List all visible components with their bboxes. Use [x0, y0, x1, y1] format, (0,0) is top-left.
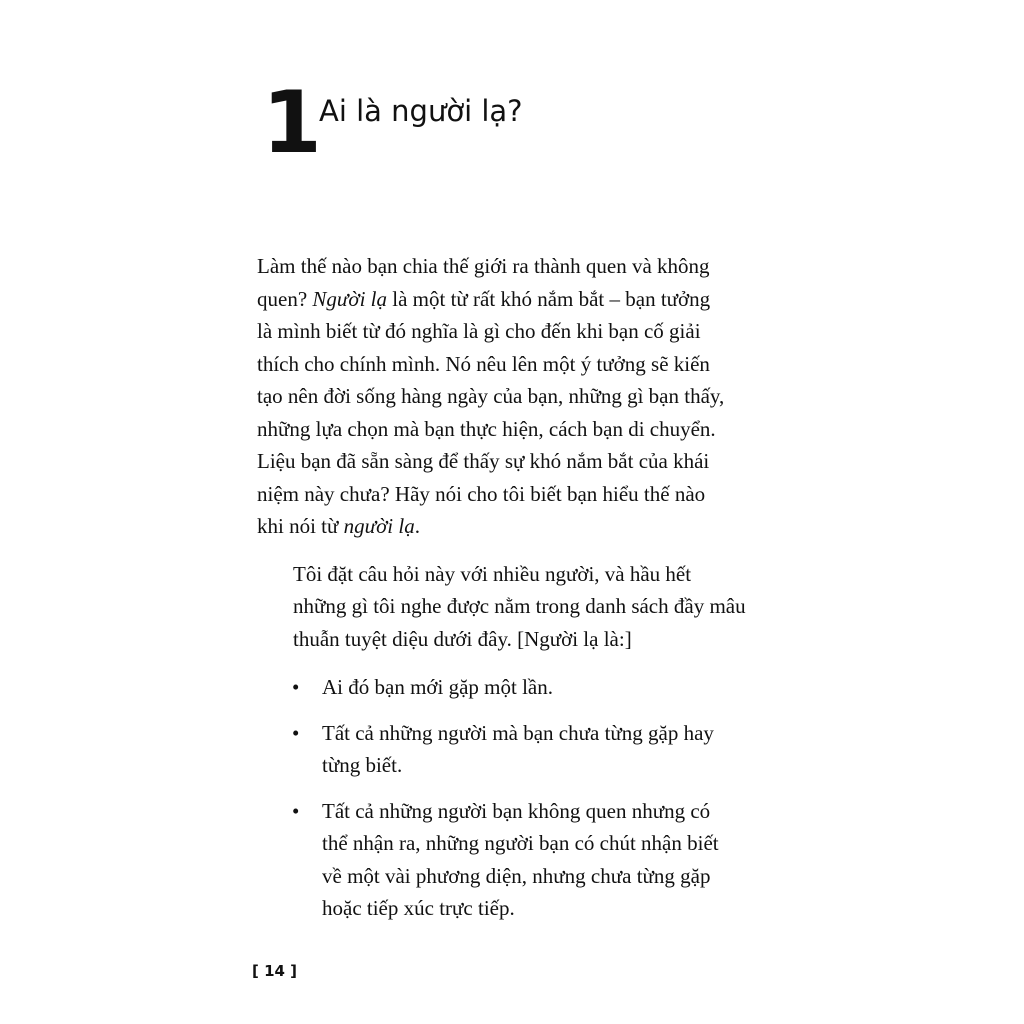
- text-line: [257, 510, 777, 543]
- text-segment: là một từ rất khó nắm bắt – bạn tưởng: [387, 286, 711, 311]
- text-line: tạo nên đời sống hàng ngày của bạn, những gì bạn thấy,: [257, 384, 725, 408]
- chapter-number: 1: [262, 73, 320, 173]
- text-segment: .: [414, 514, 420, 538]
- text-line: những lựa chọn mà bạn thực hiện, cách bạn di chuyển.: [257, 416, 716, 441]
- paragraph-1: [257, 250, 777, 543]
- text-line: Tất cả những người mà bạn chưa từng gặp hay: [322, 720, 714, 745]
- text-line: Liệu bạn đã sẵn sàng để thấy sự khó nắm bắt của khái: [257, 449, 710, 473]
- text-line: niệm này chưa? Hãy nói cho tôi biết bạn hiểu thế nào: [257, 481, 706, 506]
- text-line: về một vài phương diện, nhưng chưa từng gặp: [322, 863, 711, 888]
- list-item: [257, 717, 777, 782]
- text-line: Tất cả những người bạn không quen nhưng có: [322, 798, 711, 823]
- text-line: thích cho chính mình. Nó nêu lên một ý tưởng sẽ kiến: [257, 351, 710, 376]
- text-line: là mình biết từ đó nghĩa là gì cho đến khi bạn cố giải: [257, 319, 701, 343]
- text-line: Làm thế nào bạn chia thế giới ra thành quen và không: [257, 254, 710, 278]
- bullet-icon: •: [292, 675, 300, 699]
- text-line: thuẫn tuyệt diệu dưới đây. [Người lạ là:]: [293, 626, 632, 651]
- bullet-icon: •: [292, 798, 300, 823]
- text-line: thể nhận ra, những người bạn có chút nhận biết: [322, 831, 719, 855]
- list-item: [257, 671, 777, 704]
- chapter-title: Ai là người lạ?: [319, 94, 523, 128]
- text-line: những gì tôi nghe được nằm trong danh sách đầy mâu: [293, 594, 746, 618]
- page-number: [ 14 ]: [252, 962, 298, 980]
- text-segment: quen?: [257, 286, 313, 311]
- text-segment: khi nói từ: [257, 514, 344, 538]
- text-line: Ai đó bạn mới gặp một lần.: [322, 675, 553, 699]
- text-line: hoặc tiếp xúc trực tiếp.: [322, 896, 515, 920]
- bullet-list: [257, 671, 777, 925]
- list-item: [257, 795, 777, 925]
- italic-term: Người lạ: [312, 286, 387, 311]
- text-line: [257, 283, 777, 316]
- paragraph-2: [257, 558, 777, 656]
- body-text: [257, 250, 777, 938]
- text-line: từng biết.: [322, 753, 403, 777]
- text-line: Tôi đặt câu hỏi này với nhiều người, và hầu hết: [293, 561, 692, 586]
- bullet-icon: •: [292, 720, 300, 745]
- italic-term: người lạ: [343, 514, 415, 538]
